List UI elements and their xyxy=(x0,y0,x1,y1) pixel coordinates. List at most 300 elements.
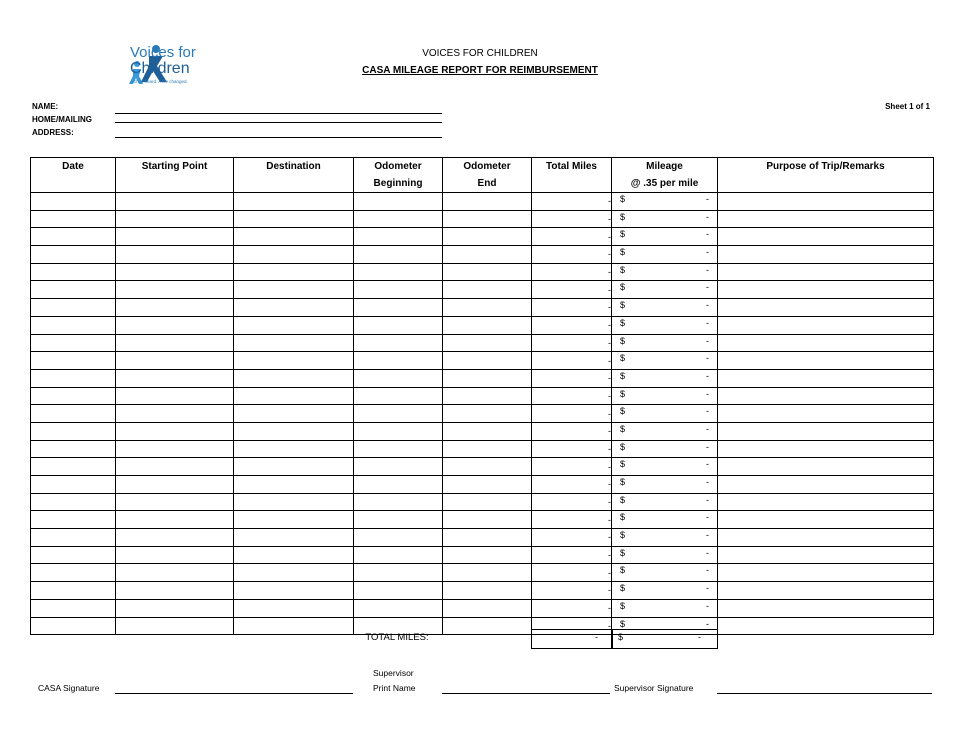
dash-value: - xyxy=(706,600,709,611)
table-cell[interactable] xyxy=(718,263,934,281)
mileage-amount-cell[interactable] xyxy=(612,228,718,246)
mileage-amount-cell[interactable] xyxy=(612,511,718,529)
table-cell[interactable] xyxy=(234,352,354,370)
table-cell[interactable] xyxy=(31,263,116,281)
table-cell[interactable] xyxy=(354,582,443,600)
table-row xyxy=(31,193,934,211)
mileage-amount-cell[interactable] xyxy=(612,316,718,334)
dash-value: - xyxy=(608,603,611,614)
total-miles-cell[interactable] xyxy=(532,210,612,228)
table-cell[interactable] xyxy=(116,352,234,370)
column-header xyxy=(354,158,443,193)
table-cell[interactable] xyxy=(234,617,354,635)
table-cell[interactable] xyxy=(443,369,532,387)
dash-value: - xyxy=(608,408,611,419)
table-cell[interactable] xyxy=(354,529,443,547)
mileage-amount-cell[interactable] xyxy=(612,440,718,458)
table-row xyxy=(31,387,934,405)
table-cell[interactable] xyxy=(718,493,934,511)
total-amount-box[interactable] xyxy=(611,629,718,649)
table-cell[interactable] xyxy=(234,476,354,494)
table-cell[interactable] xyxy=(354,352,443,370)
table-cell[interactable] xyxy=(354,193,443,211)
mileage-amount-cell[interactable] xyxy=(612,299,718,317)
table-cell[interactable] xyxy=(234,299,354,317)
table-cell[interactable] xyxy=(31,246,116,264)
dash-value: - xyxy=(608,443,611,454)
table-cell[interactable] xyxy=(31,617,116,635)
mileage-amount-cell[interactable] xyxy=(612,405,718,423)
casa-signature-label: CASA Signature xyxy=(38,683,100,693)
currency-symbol: $ xyxy=(620,194,626,204)
table-cell[interactable] xyxy=(443,511,532,529)
table-cell[interactable] xyxy=(234,422,354,440)
table-cell[interactable] xyxy=(718,316,934,334)
mileage-amount-cell[interactable] xyxy=(612,210,718,228)
table-cell[interactable] xyxy=(116,617,234,635)
total-miles-cell[interactable] xyxy=(532,387,612,405)
table-cell[interactable] xyxy=(443,228,532,246)
mileage-amount-cell[interactable] xyxy=(612,387,718,405)
logo-tagline: A child heard. A life changed. xyxy=(130,79,188,84)
table-row xyxy=(31,458,934,476)
total-miles-cell[interactable] xyxy=(532,193,612,211)
dash-value: - xyxy=(706,441,709,452)
dash-value: - xyxy=(706,494,709,505)
table-cell[interactable] xyxy=(31,564,116,582)
table-cell[interactable] xyxy=(354,476,443,494)
mileage-amount-cell[interactable] xyxy=(612,564,718,582)
table-cell[interactable] xyxy=(718,582,934,600)
dash-value: - xyxy=(706,547,709,558)
table-cell[interactable] xyxy=(718,599,934,617)
mileage-amount-cell[interactable] xyxy=(612,281,718,299)
table-cell[interactable] xyxy=(354,369,443,387)
currency-symbol: $ xyxy=(620,388,626,399)
table-cell[interactable] xyxy=(116,529,234,547)
table-cell[interactable] xyxy=(354,564,443,582)
table-cell[interactable] xyxy=(116,405,234,423)
mileage-amount-cell[interactable] xyxy=(612,582,718,600)
dash-value: - xyxy=(608,284,611,295)
table-cell[interactable] xyxy=(31,281,116,299)
table-cell[interactable] xyxy=(718,387,934,405)
dash-value: - xyxy=(706,317,709,328)
table-cell[interactable] xyxy=(234,546,354,564)
dash-value: - xyxy=(608,550,611,561)
table-row xyxy=(31,599,934,617)
table-cell[interactable] xyxy=(116,387,234,405)
table-cell[interactable] xyxy=(354,546,443,564)
table-cell[interactable] xyxy=(234,405,354,423)
table-cell[interactable] xyxy=(116,564,234,582)
total-miles-cell[interactable] xyxy=(532,511,612,529)
dash-value: - xyxy=(608,337,611,348)
table-row xyxy=(31,440,934,458)
table-row xyxy=(31,564,934,582)
table-cell[interactable] xyxy=(116,458,234,476)
dash-value: - xyxy=(608,479,611,490)
table-cell[interactable] xyxy=(234,599,354,617)
dash-value: - xyxy=(706,370,709,381)
table-cell[interactable] xyxy=(718,281,934,299)
mileage-amount-cell[interactable] xyxy=(612,458,718,476)
column-header-line: Total Miles xyxy=(546,161,597,172)
column-header xyxy=(443,158,532,193)
table-cell[interactable] xyxy=(234,369,354,387)
table-cell[interactable] xyxy=(718,440,934,458)
supervisor-signature-label: Supervisor Signature xyxy=(614,683,694,693)
dash-value: - xyxy=(706,300,709,311)
table-row xyxy=(31,405,934,423)
column-header-line: End xyxy=(477,178,497,189)
total-miles-cell[interactable] xyxy=(532,228,612,246)
mileage-amount-cell[interactable] xyxy=(612,546,718,564)
total-miles-cell[interactable] xyxy=(532,299,612,317)
mileage-amount-cell[interactable] xyxy=(612,476,718,494)
table-cell[interactable] xyxy=(31,316,116,334)
table-cell[interactable] xyxy=(234,387,354,405)
table-cell[interactable] xyxy=(31,546,116,564)
table-cell[interactable] xyxy=(354,316,443,334)
table-cell[interactable] xyxy=(31,228,116,246)
dash-value: - xyxy=(706,406,709,417)
total-miles-cell[interactable] xyxy=(532,352,612,370)
currency-symbol: $ xyxy=(620,530,626,541)
column-header-line: Odometer xyxy=(463,161,511,172)
logo-line-1: Voices for xyxy=(130,44,196,61)
currency-symbol: $ xyxy=(620,282,626,293)
total-miles-cell[interactable] xyxy=(532,493,612,511)
table-cell[interactable] xyxy=(354,511,443,529)
total-miles-value: - xyxy=(595,632,598,642)
total-miles-cell[interactable] xyxy=(532,476,612,494)
print-name-label: Print Name xyxy=(373,683,416,693)
currency-symbol: $ xyxy=(620,353,626,364)
table-cell[interactable] xyxy=(116,493,234,511)
dash-value: - xyxy=(706,388,709,399)
table-row xyxy=(31,493,934,511)
table-cell[interactable] xyxy=(718,228,934,246)
table-cell[interactable] xyxy=(31,440,116,458)
table-cell[interactable] xyxy=(354,493,443,511)
table-cell[interactable] xyxy=(31,529,116,547)
dash-value: - xyxy=(706,423,709,434)
table-cell[interactable] xyxy=(234,210,354,228)
dash-value: - xyxy=(706,335,709,346)
supervisor-label: Supervisor xyxy=(373,668,414,678)
supervisor-signature-line[interactable] xyxy=(717,693,932,694)
dash-value: - xyxy=(706,618,709,629)
mileage-amount-cell[interactable] xyxy=(612,193,718,211)
home-mailing-label: HOME/MAILING xyxy=(32,115,92,124)
table-cell[interactable] xyxy=(443,263,532,281)
dash-value: - xyxy=(608,461,611,472)
table-cell[interactable] xyxy=(234,440,354,458)
table-cell[interactable] xyxy=(718,476,934,494)
table-cell[interactable] xyxy=(443,564,532,582)
table-cell[interactable] xyxy=(31,334,116,352)
table-cell[interactable] xyxy=(116,246,234,264)
address-field-2[interactable] xyxy=(115,137,442,138)
table-cell[interactable] xyxy=(31,476,116,494)
supervisor-print-name-line[interactable] xyxy=(442,693,610,694)
table-cell[interactable] xyxy=(354,458,443,476)
total-miles-cell[interactable] xyxy=(532,458,612,476)
currency-symbol: $ xyxy=(620,247,626,258)
table-row xyxy=(31,316,934,334)
table-cell[interactable] xyxy=(116,281,234,299)
casa-signature-line[interactable] xyxy=(115,693,353,694)
table-cell[interactable] xyxy=(234,263,354,281)
dash-value: - xyxy=(706,353,709,364)
mileage-amount-cell[interactable] xyxy=(612,352,718,370)
dash-value: - xyxy=(608,231,611,242)
dash-value: - xyxy=(608,390,611,401)
mileage-amount-cell[interactable] xyxy=(612,422,718,440)
table-cell[interactable] xyxy=(116,263,234,281)
table-row xyxy=(31,546,934,564)
table-cell[interactable] xyxy=(234,334,354,352)
address-field-1[interactable] xyxy=(115,122,442,123)
table-cell[interactable] xyxy=(443,440,532,458)
table-cell[interactable] xyxy=(443,299,532,317)
table-cell[interactable] xyxy=(116,299,234,317)
table-cell[interactable] xyxy=(718,334,934,352)
table-cell[interactable] xyxy=(354,263,443,281)
dash-value: - xyxy=(608,532,611,543)
table-cell[interactable] xyxy=(718,193,934,211)
dash-value: - xyxy=(608,249,611,260)
currency-symbol: $ xyxy=(620,423,626,434)
table-cell[interactable] xyxy=(443,617,532,635)
mileage-amount-cell[interactable] xyxy=(612,263,718,281)
table-row xyxy=(31,281,934,299)
table-cell[interactable] xyxy=(31,387,116,405)
table-cell[interactable] xyxy=(31,210,116,228)
total-miles-cell[interactable] xyxy=(532,440,612,458)
table-cell[interactable] xyxy=(718,210,934,228)
total-miles-box[interactable] xyxy=(531,629,613,649)
table-cell[interactable] xyxy=(443,387,532,405)
table-cell[interactable] xyxy=(234,458,354,476)
table-cell[interactable] xyxy=(443,334,532,352)
table-body xyxy=(31,193,934,635)
mileage-amount-cell[interactable] xyxy=(612,246,718,264)
total-miles-cell[interactable] xyxy=(532,422,612,440)
table-cell[interactable] xyxy=(354,387,443,405)
table-cell[interactable] xyxy=(718,564,934,582)
name-field[interactable] xyxy=(115,113,442,114)
table-cell[interactable] xyxy=(443,599,532,617)
currency-symbol: $ xyxy=(620,459,626,470)
table-cell[interactable] xyxy=(718,352,934,370)
table-cell[interactable] xyxy=(31,369,116,387)
table-row xyxy=(31,422,934,440)
currency-symbol: $ xyxy=(620,300,626,311)
column-header xyxy=(116,158,234,193)
column-header xyxy=(234,158,354,193)
table-cell[interactable] xyxy=(443,246,532,264)
table-cell[interactable] xyxy=(234,316,354,334)
table-cell[interactable] xyxy=(354,281,443,299)
table-cell[interactable] xyxy=(116,546,234,564)
table-cell[interactable] xyxy=(116,582,234,600)
table-cell[interactable] xyxy=(443,422,532,440)
table-cell[interactable] xyxy=(443,582,532,600)
total-miles-cell[interactable] xyxy=(532,281,612,299)
table-row xyxy=(31,246,934,264)
table-cell[interactable] xyxy=(718,458,934,476)
dash-value: - xyxy=(706,229,709,240)
dash-value: - xyxy=(608,302,611,313)
total-miles-cell[interactable] xyxy=(532,369,612,387)
table-cell[interactable] xyxy=(443,546,532,564)
total-miles-cell[interactable] xyxy=(532,582,612,600)
column-header-line: Mileage xyxy=(646,161,683,172)
table-cell[interactable] xyxy=(354,228,443,246)
table-cell[interactable] xyxy=(31,299,116,317)
mileage-amount-cell[interactable] xyxy=(612,369,718,387)
mileage-amount-cell[interactable] xyxy=(612,529,718,547)
table-cell[interactable] xyxy=(443,405,532,423)
dash-value: - xyxy=(608,355,611,366)
sheet-number: Sheet 1 of 1 xyxy=(885,102,930,111)
logo-line-2: Children xyxy=(130,60,190,77)
dash-value: - xyxy=(608,196,611,207)
table-cell[interactable] xyxy=(116,193,234,211)
table-cell[interactable] xyxy=(234,228,354,246)
total-miles-cell[interactable] xyxy=(532,564,612,582)
table-cell[interactable] xyxy=(116,422,234,440)
dash-value: - xyxy=(706,247,709,258)
table-cell[interactable] xyxy=(116,599,234,617)
column-header xyxy=(612,158,718,193)
table-cell[interactable] xyxy=(718,529,934,547)
total-miles-cell[interactable] xyxy=(532,405,612,423)
table-row xyxy=(31,511,934,529)
table-row xyxy=(31,263,934,281)
currency-symbol: $ xyxy=(620,600,626,611)
table-cell[interactable] xyxy=(31,352,116,370)
total-miles-cell[interactable] xyxy=(532,599,612,617)
table-cell[interactable] xyxy=(234,511,354,529)
table-cell[interactable] xyxy=(234,529,354,547)
table-cell[interactable] xyxy=(234,564,354,582)
table-cell[interactable] xyxy=(443,352,532,370)
dash-value: - xyxy=(706,565,709,576)
table-cell[interactable] xyxy=(443,476,532,494)
table-cell[interactable] xyxy=(354,334,443,352)
total-miles-cell[interactable] xyxy=(532,263,612,281)
currency-symbol: $ xyxy=(620,211,626,222)
table-cell[interactable] xyxy=(443,316,532,334)
column-header xyxy=(31,158,116,193)
table-cell[interactable] xyxy=(354,210,443,228)
table-cell[interactable] xyxy=(116,316,234,334)
total-miles-cell[interactable] xyxy=(532,334,612,352)
table-cell[interactable] xyxy=(443,281,532,299)
table-cell[interactable] xyxy=(354,299,443,317)
table-cell[interactable] xyxy=(718,511,934,529)
table-cell[interactable] xyxy=(116,476,234,494)
total-miles-cell[interactable] xyxy=(532,316,612,334)
currency-symbol: $ xyxy=(620,317,626,328)
table-cell[interactable] xyxy=(31,599,116,617)
table-cell[interactable] xyxy=(234,582,354,600)
table-cell[interactable] xyxy=(443,210,532,228)
table-row xyxy=(31,334,934,352)
table-cell[interactable] xyxy=(354,599,443,617)
total-miles-cell[interactable] xyxy=(532,246,612,264)
table-cell[interactable] xyxy=(116,440,234,458)
table-row xyxy=(31,476,934,494)
table-cell[interactable] xyxy=(354,422,443,440)
total-miles-cell[interactable] xyxy=(532,529,612,547)
table-cell[interactable] xyxy=(31,511,116,529)
table-cell[interactable] xyxy=(116,369,234,387)
table-cell[interactable] xyxy=(718,405,934,423)
table-cell[interactable] xyxy=(234,493,354,511)
table-cell[interactable] xyxy=(31,405,116,423)
dash-value: - xyxy=(706,459,709,470)
currency-symbol: $ xyxy=(620,512,626,523)
table-header-row xyxy=(31,158,934,193)
table-cell[interactable] xyxy=(31,458,116,476)
table-cell[interactable] xyxy=(354,246,443,264)
table-cell[interactable] xyxy=(443,458,532,476)
table-row xyxy=(31,210,934,228)
table-row xyxy=(31,299,934,317)
dash-value: - xyxy=(608,567,611,578)
table-row xyxy=(31,617,934,635)
table-cell[interactable] xyxy=(116,210,234,228)
table-cell[interactable] xyxy=(718,617,934,635)
table-cell[interactable] xyxy=(31,493,116,511)
table-cell[interactable] xyxy=(718,369,934,387)
table-cell[interactable] xyxy=(234,246,354,264)
currency-symbol: $ xyxy=(620,229,626,240)
table-row xyxy=(31,352,934,370)
table-cell[interactable] xyxy=(234,193,354,211)
table-cell[interactable] xyxy=(718,422,934,440)
table-cell[interactable] xyxy=(443,193,532,211)
table-cell[interactable] xyxy=(31,193,116,211)
currency-symbol: $ xyxy=(620,547,626,558)
mileage-amount-cell[interactable] xyxy=(612,599,718,617)
currency-symbol: $ xyxy=(620,565,626,576)
table-row xyxy=(31,228,934,246)
currency-symbol: $ xyxy=(620,264,626,275)
table-cell[interactable] xyxy=(116,511,234,529)
table-cell[interactable] xyxy=(354,440,443,458)
mileage-amount-cell[interactable] xyxy=(612,334,718,352)
table-cell[interactable] xyxy=(31,582,116,600)
table-cell[interactable] xyxy=(31,422,116,440)
table-cell[interactable] xyxy=(718,299,934,317)
table-cell[interactable] xyxy=(354,405,443,423)
table-cell[interactable] xyxy=(443,529,532,547)
table-cell[interactable] xyxy=(234,281,354,299)
mileage-amount-cell[interactable] xyxy=(612,493,718,511)
table-cell[interactable] xyxy=(116,228,234,246)
table-cell[interactable] xyxy=(443,493,532,511)
table-cell[interactable] xyxy=(718,546,934,564)
table-cell[interactable] xyxy=(718,246,934,264)
total-miles-cell[interactable] xyxy=(532,546,612,564)
table-cell[interactable] xyxy=(116,334,234,352)
column-header-line: @ .35 per mile xyxy=(630,178,699,189)
